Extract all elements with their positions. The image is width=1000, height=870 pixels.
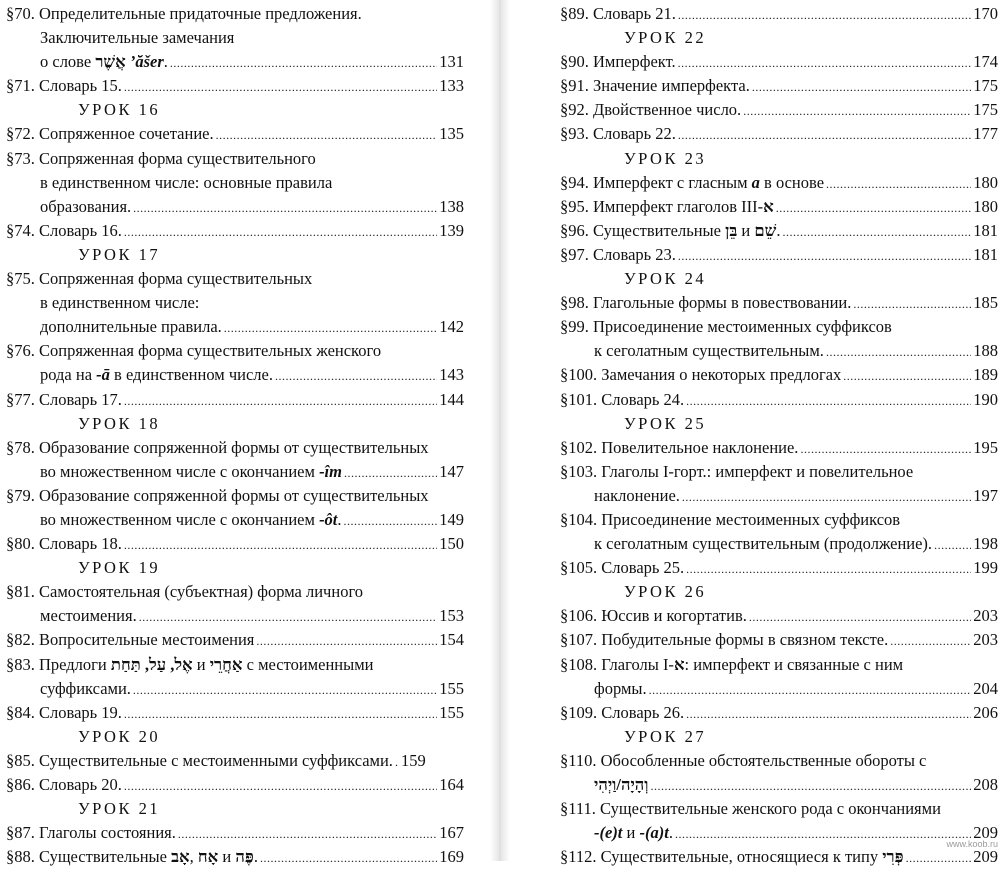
dot-leader [678,244,971,268]
lesson-heading: УРОК 25 [624,413,707,433]
toc-entry: §102. Повелительное наклонение. ..... 195 [560,436,998,460]
toc-entry: §86. Словарь 20. ..... 164 [6,773,464,797]
page-number: 203 [973,630,998,650]
toc-entry-continued: в единственном числе: [40,293,200,313]
watermark: www.koob.ru [946,839,998,849]
toc-entry-continued: местоимения. ..... 153 [6,604,464,628]
page-number: 169 [439,847,464,867]
lesson-heading: УРОК 17 [78,244,161,264]
toc-entry: §84. Словарь 19. ..... 155 [6,701,464,725]
dot-leader [934,533,971,557]
toc-entry: §71. Словарь 15. ..... 133 [6,74,464,98]
page-number: 159 [400,750,426,770]
toc-entry: §94. Имперфект с гласным a в основе ..... 180 [560,171,998,195]
toc-entry-continued: -(e)t и -(a)t. ..... 209 [560,821,998,845]
dot-leader [752,75,971,99]
dot-leader [216,123,438,147]
transliteration: a [751,172,760,192]
page-number: 203 [973,606,998,626]
toc-entry: §89. Словарь 21. ..... 170 [560,2,998,26]
hebrew-letter: א [673,654,685,674]
page-number: 181 [973,220,998,240]
page-number: 170 [973,4,998,23]
lesson-heading: УРОК 26 [624,582,707,602]
toc-entry: §112. Существительные, относящиеся к типу פְּרִי ..... 209 [560,845,998,869]
hebrew-word: אָב [171,847,190,867]
lesson-heading: УРОК 23 [624,148,707,168]
page-number: 131 [439,52,464,72]
transliteration: -ôt [319,509,338,529]
page-number: 180 [973,196,998,216]
hebrew-word: שֵׁם [754,220,777,240]
toc-entry-continued: образования. ..... 138 [6,195,464,219]
toc-entry: §107. Побудительные формы в связном тексте. ..... 203 [560,628,998,652]
dot-leader [170,51,437,75]
dot-leader [395,750,399,774]
page-number: 164 [439,775,464,794]
toc-entry-continued: суффиксами. ..... 155 [6,677,464,701]
page-number: 174 [973,52,998,72]
toc-entry: §75. Сопряженная форма существительных [6,269,313,289]
dot-leader [275,364,437,388]
transliteration: -îm [319,461,342,481]
hebrew-word: וְהָיָה/וַיְהִי [594,775,649,794]
transliteration: -ā [96,365,110,385]
page-number: 177 [973,124,998,144]
dot-leader [344,509,438,533]
toc-entry: §110. Обособленные обстоятельственные обороты с [560,750,927,770]
hebrew-letter: א [763,196,774,216]
book-gutter [490,0,510,861]
toc-entry: §83. Предлоги אֶל, עַל, תַּחַת и אַחֲרֵי с местоименными [6,654,374,674]
lesson-heading: УРОК 19 [78,558,161,578]
toc-entry: §104. Присоединение местоименных суффиксов [560,509,901,529]
lesson-heading: УРОК 21 [78,799,161,819]
toc-right-column [560,2,998,869]
toc-entry: §95. Имперфект глаголов III-א ..... 180 [560,195,998,219]
toc-entry: §106. Юссив и когортатив. ..... 203 [560,604,998,628]
dot-leader [124,75,437,99]
toc-entry-continued: во множественном числе с окончанием -ôt. ..... 149 [6,508,464,532]
page-number: 199 [973,558,998,578]
toc-entry-continued: рода на -ā в единственном числе. ..... 143 [6,363,464,387]
transliteration: -(a)t [639,823,669,843]
page-number: 143 [439,365,464,385]
transliteration: -(e)t [594,823,623,843]
left-page [0,0,490,867]
dot-leader [139,605,438,629]
page-number: 181 [973,244,998,264]
page-number: 204 [973,678,998,698]
hebrew-word: פְּרִי [882,847,904,867]
toc-entry: §103. Глаголы I-горт.: имперфект и повелительное [560,461,914,481]
page-number: 167 [439,823,464,843]
toc-entry: §79. Образование сопряженной формы от существительных [6,485,429,505]
page-number: 155 [439,678,464,698]
lesson-heading: УРОК 22 [624,28,707,48]
dot-leader [678,123,971,147]
toc-entry: §98. Глагольные формы в повествовании. ..... 185 [560,291,998,315]
lesson-heading: УРОК 24 [624,269,707,289]
page-number: 195 [973,437,998,457]
page-number: 209 [973,847,998,867]
lesson-heading: УРОК 27 [624,726,707,746]
toc-entry-continued: наклонение. ..... 197 [560,484,998,508]
toc-entry: §108. Глаголы I-א: имперфект и связанные с ним [560,654,904,674]
toc-entry-continued: к сеголатным существительным (продолжение). ..... 198 [560,532,998,556]
page-number: 209 [973,823,998,843]
page-number: 154 [439,630,464,650]
page-number: 155 [439,702,464,722]
toc-entry: §91. Значение имперфекта. ..... 175 [560,74,998,98]
toc-entry: §78. Образование сопряженной формы от существительных [6,437,429,457]
dot-leader [678,51,972,75]
dot-leader [178,822,437,846]
right-page [510,0,1000,867]
toc-entry: §88. Существительные אָב, אָח и פֶּה. ..... 169 [6,845,464,869]
toc-entry: §77. Словарь 17. ..... 144 [6,388,464,412]
dot-leader [675,822,971,846]
toc-left-column [6,2,464,869]
toc-entry: §99. Присоединение местоименных суффиксов [560,317,892,337]
dot-leader [124,533,437,557]
dot-leader [133,678,437,702]
page-number: 197 [973,485,998,505]
page-number: 147 [439,461,464,481]
dot-leader [650,774,971,798]
toc-entry-continued: в единственном числе: основные правила [40,172,333,192]
page-number: 188 [973,341,998,361]
lesson-heading: УРОК 20 [78,726,161,746]
toc-entry: §76. Сопряженная форма существительных женского [6,341,382,361]
page-number: 150 [439,534,464,554]
dot-leader [906,846,972,870]
page-number: 133 [439,76,464,96]
page-number: 153 [439,606,464,626]
toc-entry: §82. Вопросительные местоимения ..... 154 [6,628,464,652]
page-number: 138 [439,196,464,216]
transliteration: ’ăšer [125,52,164,72]
toc-entry: §72. Сопряженное сочетание. ..... 135 [6,122,464,146]
dot-leader [743,99,971,123]
page-number: 206 [973,702,998,722]
page-number: 190 [973,389,998,409]
dot-leader [890,629,971,653]
toc-entry: §111. Существительные женского рода с окончаниями [560,799,941,819]
toc-entry: §80. Словарь 18. ..... 150 [6,532,464,556]
toc-entry-continued: о слове אֲשֶׁר ’ăšer. ..... 131 [6,50,464,74]
toc-entry: §85. Существительные с местоименными суффиксами. ..... 159 [6,749,464,773]
lesson-heading: УРОК 16 [78,100,161,120]
toc-entry-continued [560,773,998,797]
hebrew-word: בֵּן [725,220,738,240]
lesson-heading: УРОК 18 [78,413,161,433]
page-number: 149 [439,509,464,529]
page-number: 144 [439,389,464,409]
dot-leader [826,172,971,196]
dot-leader [782,220,971,244]
toc-entry: §81. Самостоятельная (субъектная) форма личного [6,582,364,602]
hebrew-word: פֶּה [235,847,254,867]
page-number: 198 [973,534,998,554]
toc-entry: §93. Словарь 22. ..... 177 [560,122,998,146]
toc-entry: §101. Словарь 24. ..... 190 [560,388,998,412]
hebrew-word: אֶל, עַל, תַּחַת [110,654,193,674]
page-number: 135 [439,124,464,144]
dot-leader [749,605,971,629]
dot-leader [776,196,971,220]
hebrew-word: אֲשֶׁר [95,52,126,72]
dot-leader [800,437,971,461]
dot-leader [686,389,971,413]
toc-entry-continued: формы. ..... 204 [560,677,998,701]
page-number: 189 [973,365,998,385]
dot-leader [344,461,437,485]
toc-entry: §74. Словарь 16. ..... 139 [6,219,464,243]
hebrew-word: אָח [197,847,219,867]
dot-leader [133,196,437,220]
dot-leader [256,629,437,653]
page-number: 185 [973,293,998,313]
toc-entry: §105. Словарь 25. ..... 199 [560,556,998,580]
hebrew-word: אַחֲרֵי [209,654,243,674]
dot-leader [686,557,971,581]
toc-entry: §70. Определительные придаточные предложения. [6,4,362,23]
dot-leader [686,702,971,726]
dot-leader [224,316,437,340]
page-number: 208 [973,775,998,794]
toc-entry: §90. Имперфект. ..... 174 [560,50,998,74]
toc-entry: §100. Замечания о некоторых предлогах ..... 189 [560,363,998,387]
dot-leader [124,702,437,726]
toc-entry: §92. Двойственное число. ..... 175 [560,98,998,122]
page-number: 139 [439,220,464,240]
toc-entry-continued: к сеголатным существительным. ..... 188 [560,339,998,363]
dot-leader [826,340,971,364]
page-number: 175 [973,100,998,120]
toc-entry-continued: дополнительные правила. ..... 142 [6,315,464,339]
toc-entry-continued: во множественном числе с окончанием -îm ..... 147 [6,460,464,484]
page-number: 175 [973,76,998,96]
dot-leader [124,389,437,413]
dot-leader [682,485,971,509]
page-number: 180 [973,172,998,192]
dot-leader [853,292,971,316]
dot-leader [124,774,437,798]
dot-leader [649,678,972,702]
dot-leader [124,220,437,244]
dot-leader [843,364,971,388]
toc-entry: §97. Словарь 23. ..... 181 [560,243,998,267]
toc-entry: §73. Сопряженная форма существительного [6,148,316,168]
dot-leader [678,3,971,27]
dot-leader [260,846,437,870]
toc-entry: §96. Существительные בֵּן и שֵׁם. ..... 181 [560,219,998,243]
toc-entry: §87. Глаголы состояния. ..... 167 [6,821,464,845]
toc-entry: §109. Словарь 26. ..... 206 [560,701,998,725]
page-number: 142 [439,317,464,337]
toc-entry-continued: Заключительные замечания [40,28,235,48]
